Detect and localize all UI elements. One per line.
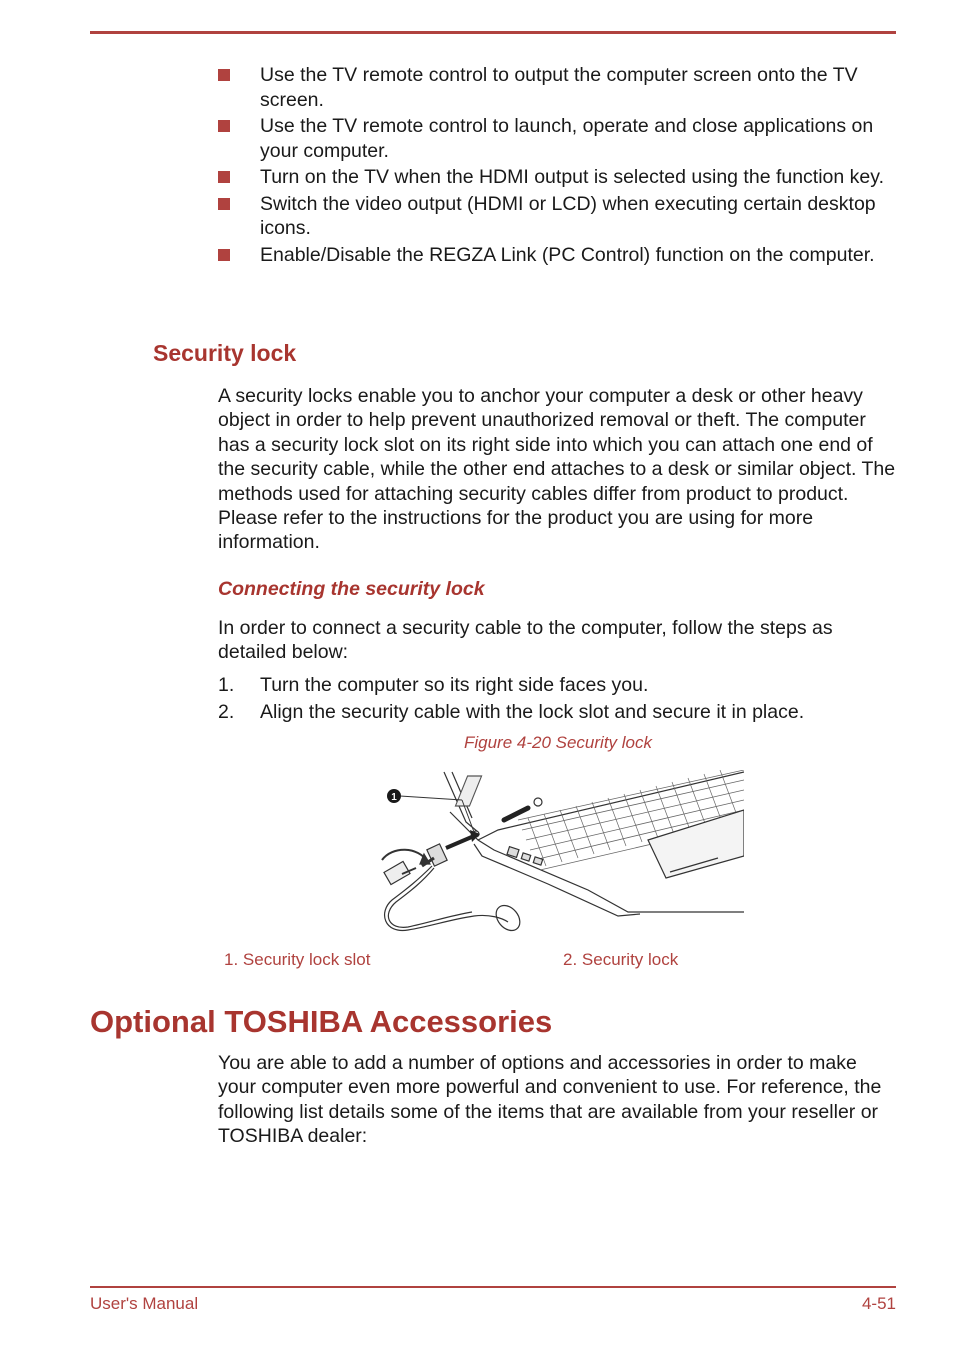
figure-caption: Figure 4-20 Security lock xyxy=(463,733,653,752)
bullet-square-icon xyxy=(218,171,230,183)
list-item xyxy=(218,243,898,268)
list-item xyxy=(218,165,898,190)
security-lock-heading: Security lock xyxy=(153,340,297,366)
security-lock-illustration xyxy=(378,770,744,938)
list-item xyxy=(218,114,898,163)
step-item xyxy=(218,700,898,724)
header-rule xyxy=(90,31,896,34)
bullet-square-icon xyxy=(218,120,230,132)
optional-accessories-paragraph: You are able to add a number of options and accessories in order to make your computer even more powerful and convenient to use. For reference, the following list details some of the items that are available from your reseller or TOSHIBA dealer: xyxy=(218,1052,882,1148)
bullet-square-icon xyxy=(218,198,230,210)
footer-rule xyxy=(90,1286,896,1288)
step-item xyxy=(218,673,898,697)
bullet-text: Use the TV remote control to output the computer screen onto the TV screen. xyxy=(260,64,858,111)
step-text: Align the security cable with the lock slot and secure it in place. xyxy=(260,701,805,723)
footer-manual-title: User's Manual xyxy=(90,1294,199,1313)
callout-number: 1 xyxy=(391,792,397,803)
steps-list xyxy=(218,673,898,727)
step-number: 1. xyxy=(218,674,235,696)
feature-bullet-list xyxy=(218,63,898,269)
bullet-square-icon xyxy=(218,249,230,261)
figure-legend-lock: 2. Security lock xyxy=(563,950,679,969)
bullet-square-icon xyxy=(218,69,230,81)
bullet-text: Switch the video output (HDMI or LCD) when executing certain desktop icons. xyxy=(260,192,876,239)
connecting-heading: Connecting the security lock xyxy=(218,578,485,600)
footer-page-number: 4-51 xyxy=(861,1294,896,1313)
list-item xyxy=(218,192,898,241)
bullet-text: Use the TV remote control to launch, operate and close applications on your computer. xyxy=(260,115,874,162)
step-text: Turn the computer so its right side faces you. xyxy=(260,674,649,696)
step-number: 2. xyxy=(218,701,235,723)
list-item xyxy=(218,63,898,112)
bullet-text: Turn on the TV when the HDMI output is selected using the function key. xyxy=(260,166,884,188)
figure-legend-slot: 1. Security lock slot xyxy=(224,950,371,969)
connecting-paragraph: In order to connect a security cable to the computer, follow the steps as detailed below: xyxy=(218,617,833,664)
bullet-text: Enable/Disable the REGZA Link (PC Control) function on the computer. xyxy=(260,243,875,266)
optional-accessories-heading: Optional TOSHIBA Accessories xyxy=(90,1004,553,1039)
security-lock-paragraph: A security locks enable you to anchor your computer a desk or other heavy object in order to help prevent unauthorized removal or theft. The computer has a security lock slot on its right side into which you can attach one end of the security cable, while the other end attaches to a desk or similar object. The methods used for attaching security cables differ from product to product. Please refer to the instructions for the product you are using for more information. xyxy=(218,385,896,554)
